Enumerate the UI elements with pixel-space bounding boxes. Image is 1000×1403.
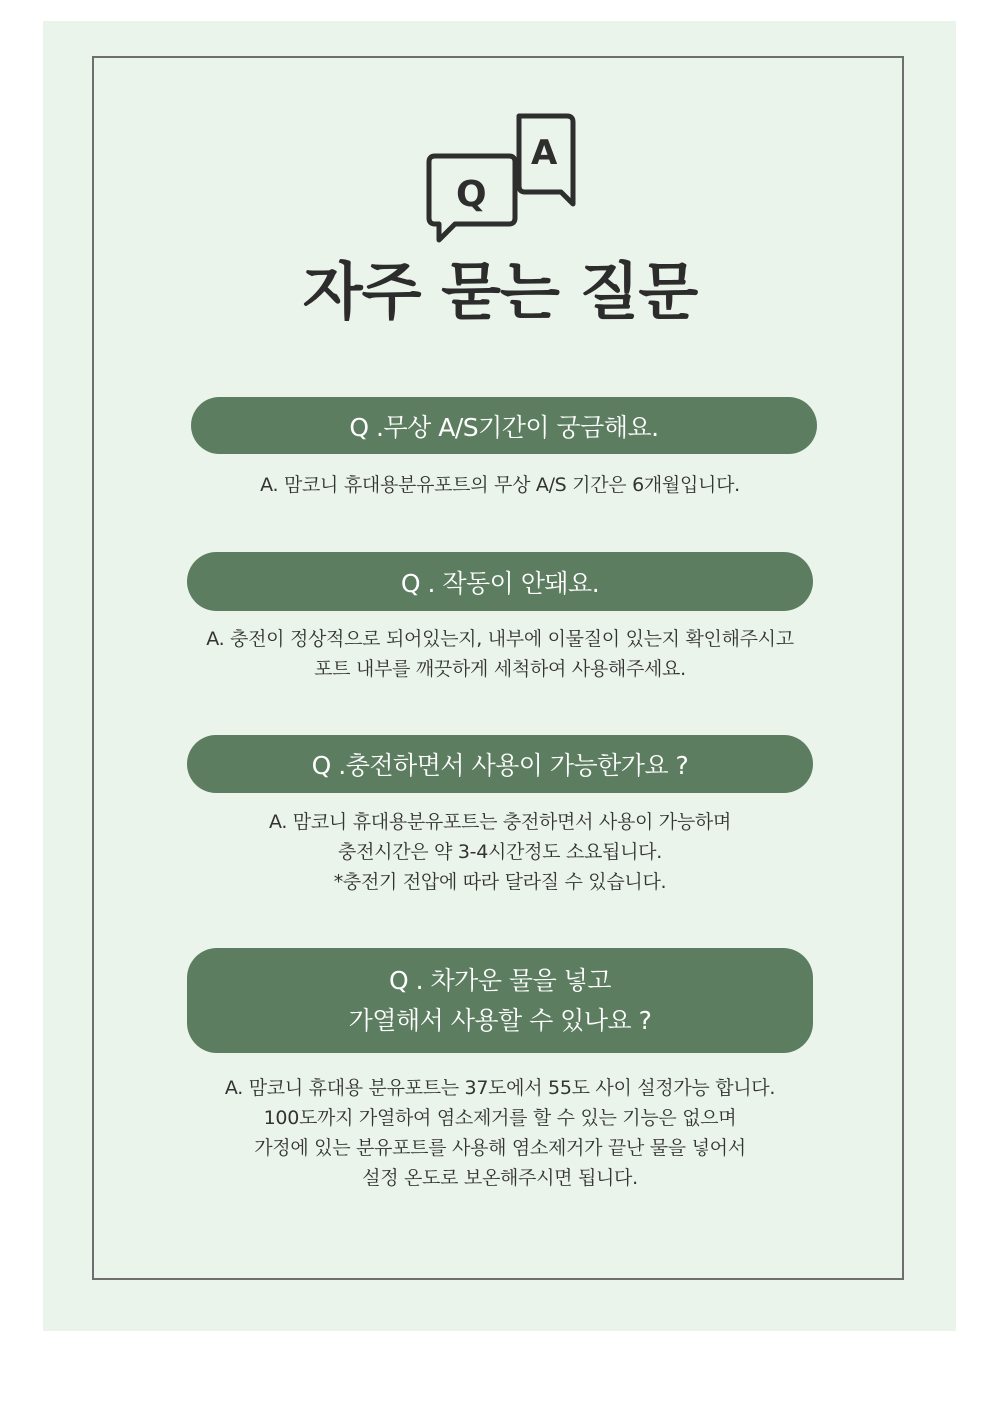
faq-question-1: Q .무상 A/S기간이 궁금해요. xyxy=(191,397,817,454)
faq-question-2: Q . 작동이 안돼요. xyxy=(187,552,813,611)
a-letter: A xyxy=(531,133,558,173)
page-title: 자주 묻는 질문 xyxy=(302,255,698,328)
faq-answer-1: A. 맘코니 휴대용분유포트의 무상 A/S 기간은 6개월입니다. xyxy=(260,474,740,496)
faq-answer-4: A. 맘코니 휴대용 분유포트는 37도에서 55도 사이 설정가능 합니다. 100도까지 가열하여 염소제거를 할 수 있는 기능은 없으며 가정에 있는 분유포트를 사용해 염소제거가 끝난 물을 넣어서 설정 온도로 보온해주시면 됩니다. xyxy=(224,1077,776,1189)
qa-speech-bubbles-icon xyxy=(425,112,577,246)
faq-question-3: Q .충전하면서 사용이 가능한가요 ? xyxy=(187,735,813,793)
faq-answer-3: A. 맘코니 휴대용분유포트는 충전하면서 사용이 가능하며 충전시간은 약 3-4시간정도 소요됩니다. *충전기 전압에 따라 달라질 수 있습니다. xyxy=(268,811,732,893)
faq-answer-2: A. 충전이 정상적으로 되어있는지, 내부에 이물질이 있는지 확인해주시고 포트 내부를 깨끗하게 세척하여 사용해주세요. xyxy=(206,628,794,680)
faq-question-4: Q . 차가운 물을 넣고 가열해서 사용할 수 있나요 ? xyxy=(187,948,813,1053)
q-letter: Q xyxy=(456,174,487,215)
